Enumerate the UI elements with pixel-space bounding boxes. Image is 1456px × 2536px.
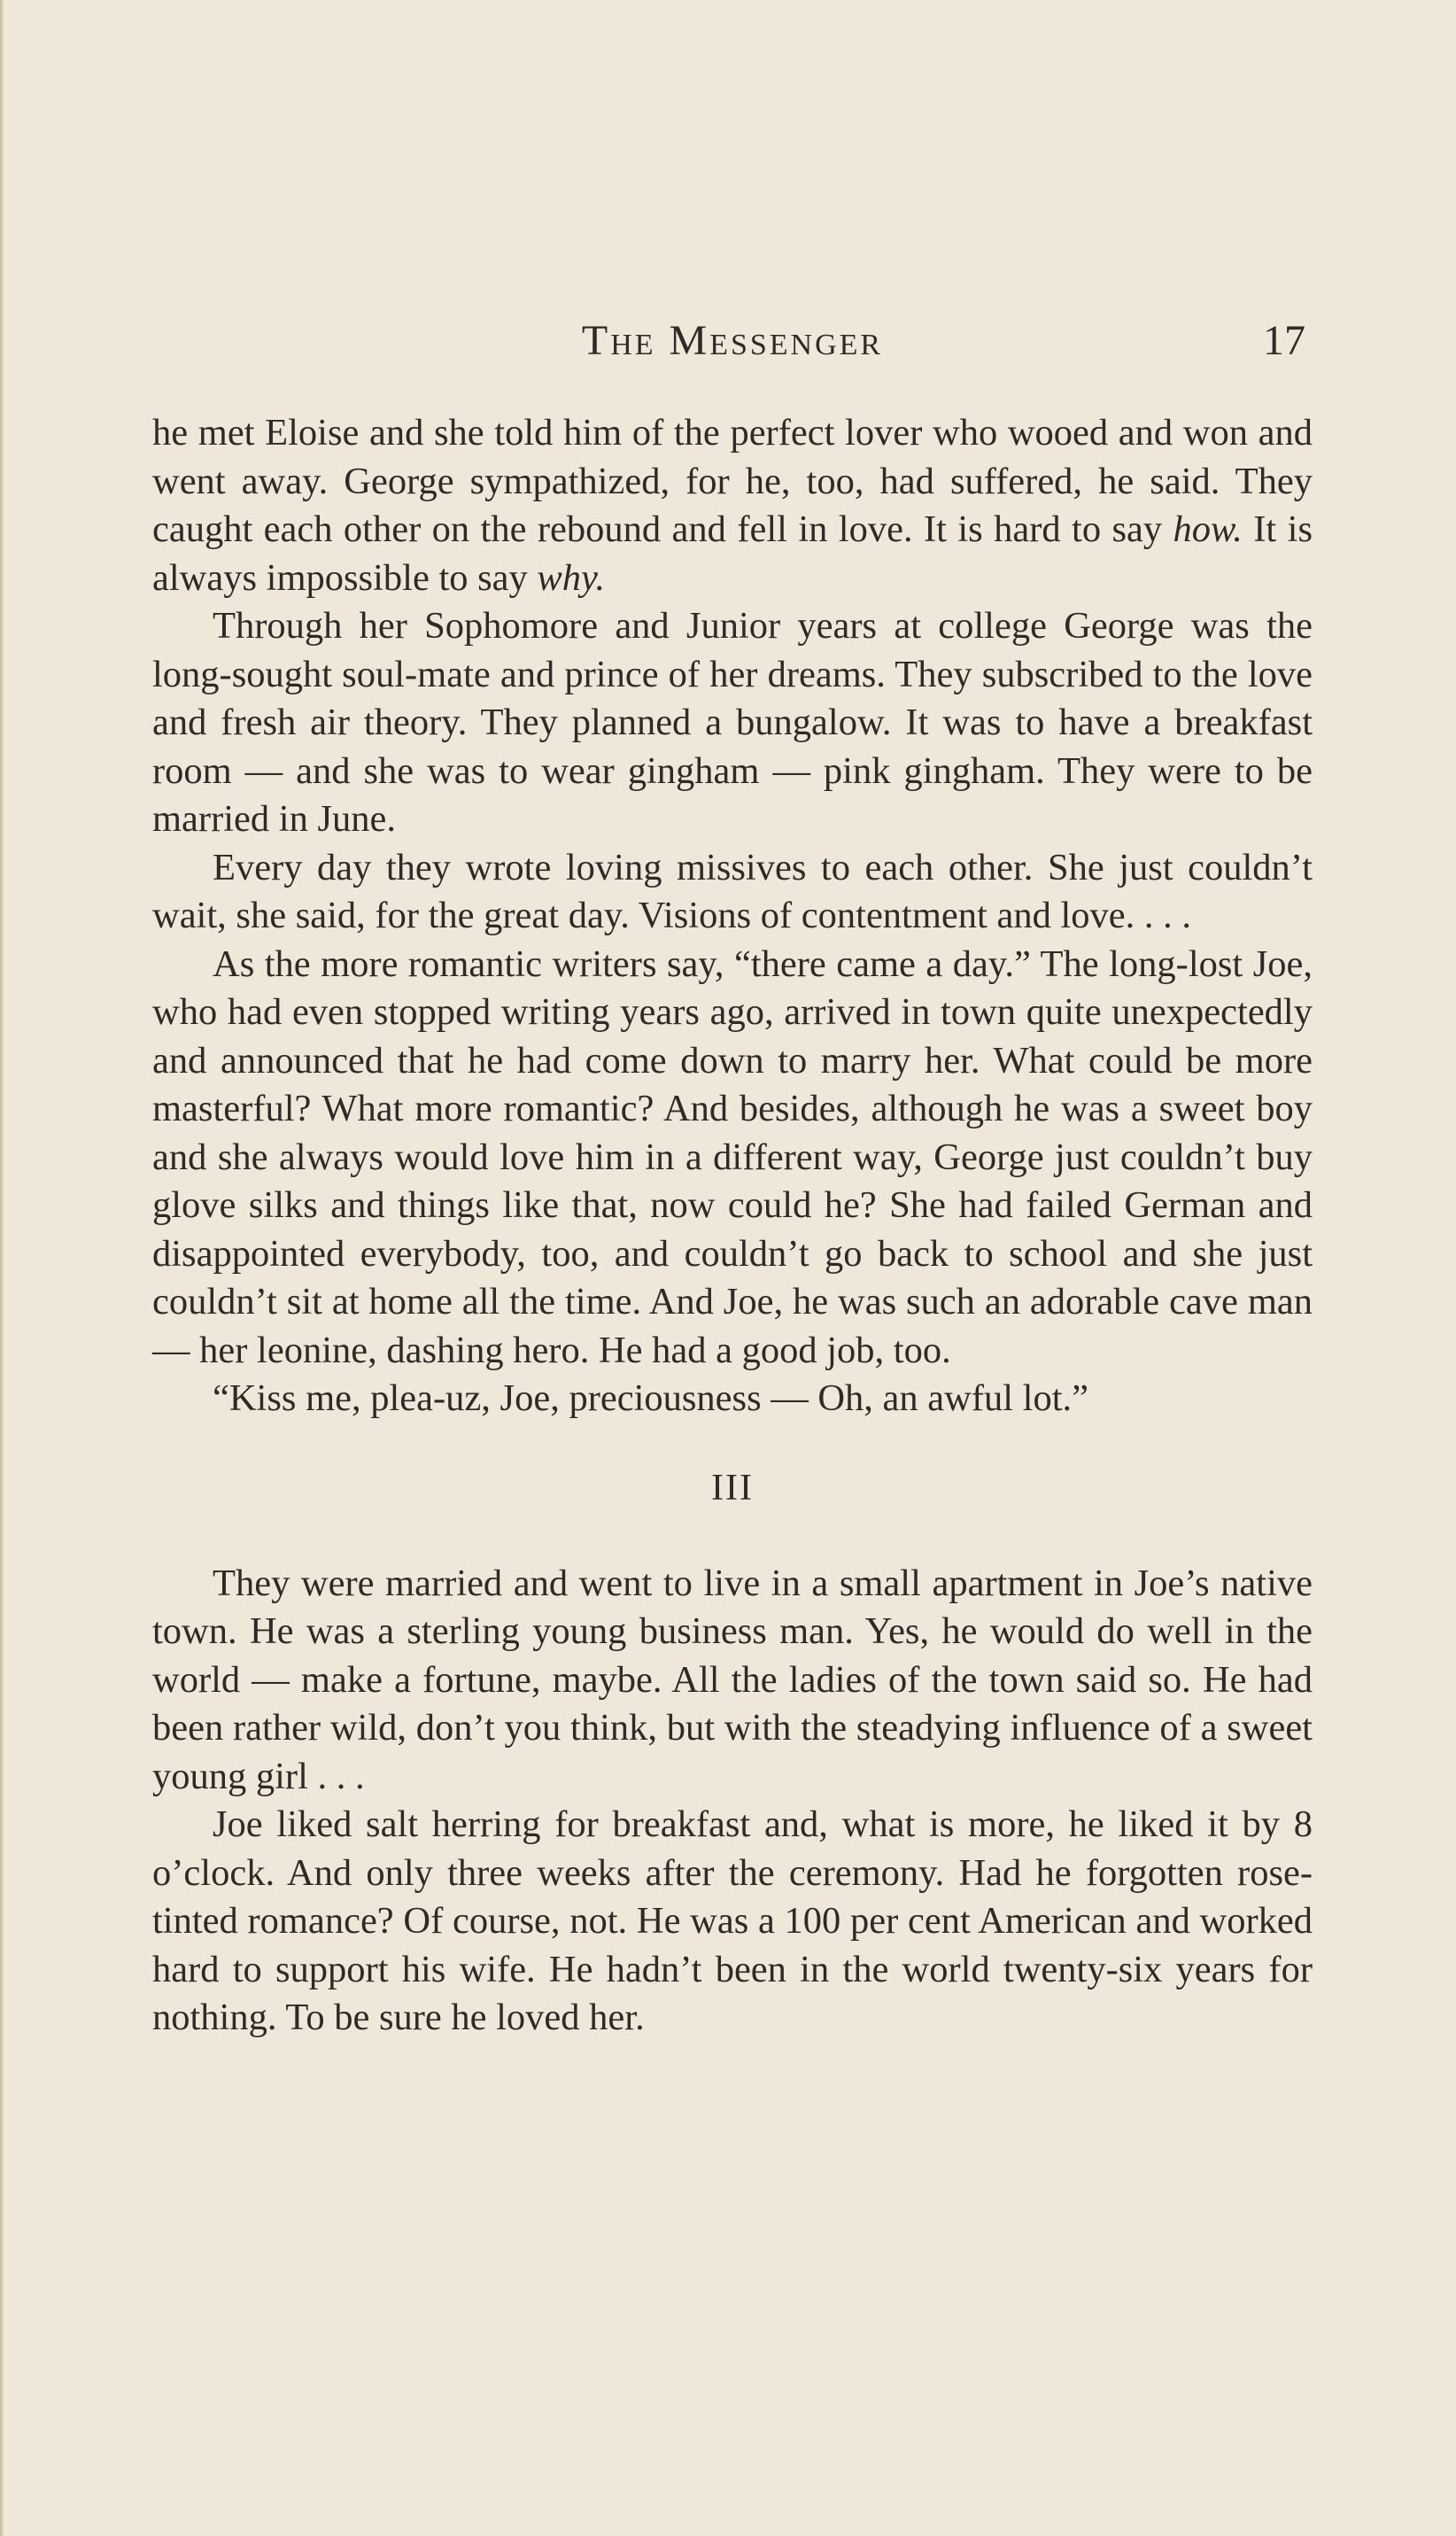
paragraph: As the more romantic writers say, “there came a day.” The long-lost Joe, who had even stopped writing years ago, arrived in town quite unexpectedly and announced that he had come down to marry her. What could be more masterful? What more romantic? And besides, although he was a sweet boy and she always would love him in a different way, George just couldn’t buy glove silks and things like that, now could he? She had failed German and disappointed everybody, too, and couldn’t go back to school and she just couldn’t sit at home all the time. And Joe, he was such an adorable cave man — her leonine, dashing hero. He had a good job, too. [152,942,1313,1371]
paragraph [152,409,1313,602]
paragraph: “Kiss me, plea-uz, Joe, preciousness — Oh, an awful lot.” [213,1377,1089,1419]
page-spine-edge [0,0,4,2536]
italic-word: how. [1173,508,1243,550]
section-heading: III [711,1467,754,1508]
paragraph-text: It is always impossible to say [152,508,1313,599]
page-number: 17 [1263,317,1305,364]
running-head [152,310,1313,372]
paragraph: Through her Sophomore and Junior years at college George was the long-sought soul-mate and prince of her dreams. They subscribed to the love and fresh air theory. They planned a bungalow. It was to have a breakfast room — and she was to wear gingham — pink gingham. They were to be married in June. [152,605,1313,840]
body-text [152,409,1313,2043]
paragraph: They were married and went to live in a small apartment in Joe’s native town. He was a sterling young business man. Yes, he would do well in the world — make a fortune, maybe. All the ladies of the town said so. He had been rather wild, don’t you think, but with the steadying influence of a sweet young girl . . . [152,1562,1313,1797]
paragraph-text: he met Eloise and she told him of the perfect lover who wooed and won and went away. George sympathized, for he, too, had suffered, he said. They caught each other on the rebound and fell in love. It is hard to say [152,412,1313,550]
book-page [152,310,1313,2043]
italic-word: why. [537,556,606,599]
running-title: The Messenger [581,317,884,364]
paragraph: Every day they wrote loving missives to each other. She just couldn’t wait, she said, for the great day. Visions of contentment and love. . . . [152,846,1313,936]
paragraph: Joe liked salt herring for breakfast and, what is more, he liked it by 8 o’clock. And only three weeks after the ceremony. Had he forgotten rose-tinted romance? Of course, not. He was a 100 per cent American and worked hard to support his wife. He hadn’t been in the world twenty-six years for nothing. To be sure he loved her. [152,1803,1313,2038]
